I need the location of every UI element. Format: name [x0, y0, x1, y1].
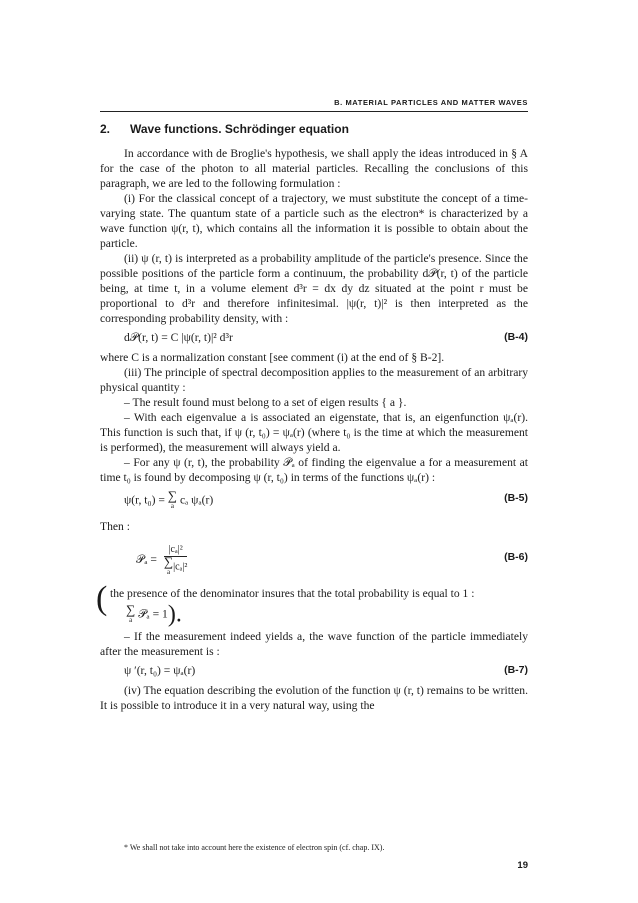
body-text	[96, 146, 528, 713]
header-rule	[100, 111, 528, 112]
bullet-eigen-results: – The result found must belong to a set of eigen results { a }.	[124, 396, 407, 409]
section-title	[100, 122, 349, 136]
bullet-eigenstate: – With each eigenvalue a is associated an eigenstate, that is, an eigenfunction ψₐ(r). This function is such that, if ψ (r, t₀) = ψₐ(r) (where t₀ is the time at which the measurement is performed), the measurement will always yield a.	[100, 411, 528, 454]
parenthetical-text: the presence of the denominator insures that the total probability is equal to 1 :	[110, 587, 475, 600]
paragraph-i: (i) For the classical concept of a trajectory, we must substitute the concept of a time-varying state. The quantum state of a particle such as the electron* is characterized by a wave function ψ(r, t), which contains all the information it is possible to obtain about the particle.	[100, 192, 528, 250]
bullet-after-measurement: – If the measurement indeed yields a, the wave function of the particle immediately after the measurement is :	[100, 630, 528, 658]
footnote: * We shall not take into account here the existence of electron spin (cf. chap. IX).	[124, 843, 385, 852]
section-title-text: Wave functions. Schrödinger equation	[130, 122, 349, 136]
equation-b5-rhs: cₐ ψₐ(r)	[179, 493, 214, 507]
section-number: 2.	[100, 122, 111, 136]
bullet-probability: – For any ψ (r, t), the probability 𝒫ₐ of finding the eigenvalue a for a measurement at time t₀ is found by decomposing ψ (r, t₀) in terms of the functions ψₐ(r) :	[100, 456, 528, 484]
equation-b4-expr: d𝒫(r, t) = C |ψ(r, t)|² d³r	[124, 331, 233, 344]
paragraph-iv: (iv) The equation describing the evolution of the function ψ (r, t) remains to be written. It is possible to introduce it in a very natural way, using the	[100, 684, 528, 712]
paragraph-iii: (iii) The principle of spectral decomposition applies to the measurement of an arbitrary physical quantity :	[100, 366, 528, 394]
then-label: Then :	[100, 520, 130, 533]
equation-b6-label: (B-6)	[504, 551, 528, 563]
close-paren: ).	[167, 601, 182, 628]
equation-b6-numerator: |cₐ|²	[164, 544, 187, 557]
equation-b4-label: (B-4)	[504, 331, 528, 343]
equation-b5-sum: ∑ a	[167, 488, 178, 510]
equation-b7-label: (B-7)	[504, 664, 528, 676]
equation-b5	[100, 488, 528, 513]
equation-b6-denominator: ∑ a |cₐ|²	[163, 554, 188, 576]
equation-b6	[100, 538, 528, 578]
equation-b6-lhs: 𝒫ₐ =	[136, 553, 157, 567]
paragraph-normalization: where C is a normalization constant [see comment (i) at the end of § B-2].	[100, 351, 445, 364]
equation-b4	[100, 330, 528, 346]
parenthetical-note	[96, 580, 528, 628]
equation-b5-lhs: ψ(r, t₀) =	[124, 493, 165, 507]
parenthetical-equation: ∑ a 𝒫ₐ = 1).	[126, 601, 182, 628]
equation-b6-fraction	[164, 544, 187, 577]
page-number: 19	[517, 860, 528, 871]
running-head: B. MATERIAL PARTICLES AND MATTER WAVES	[334, 98, 528, 107]
equation-b7	[100, 663, 528, 679]
paragraph-intro: In accordance with de Broglie's hypothesis, we shall apply the ideas introduced in § A for the case of the photon to all material particles. Recalling the conclusions of this paragraph, we are led to the following formulation :	[100, 147, 528, 190]
equation-b5-label: (B-5)	[504, 492, 528, 504]
equation-b7-expr: ψ ′(r, t₀) = ψₐ(r)	[124, 664, 196, 677]
open-paren: (	[96, 580, 108, 617]
paragraph-ii: (ii) ψ (r, t) is interpreted as a probability amplitude of the particle's presence. Since the possible positions of the particle form a continuum, the probability d𝒫(r, t) of the particle being, at time t, in a volume element d³r = dx dy dz situated at the point r must be proportional to d³r and therefore infinitesimal. |ψ(r, t)|² is then interpreted as the corresponding probability density, with :	[100, 252, 528, 325]
